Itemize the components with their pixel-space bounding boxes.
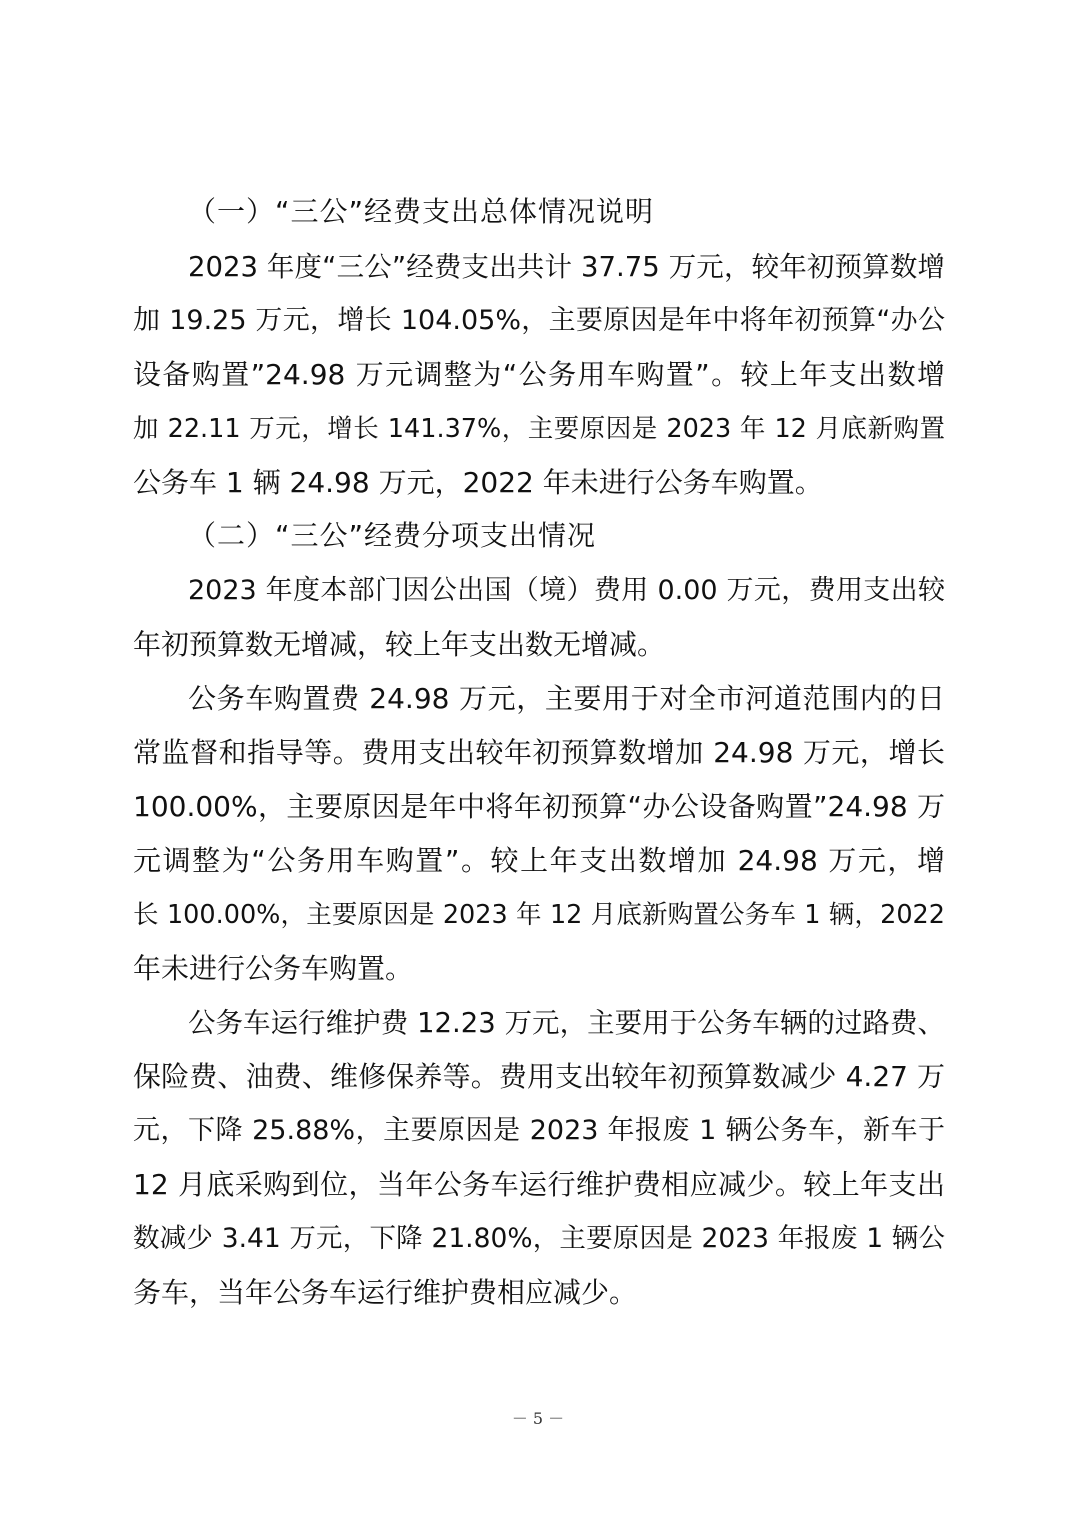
section-2-para-3-line-2: 保险费、油费、维修保养等。费用支出较年初预算数减少 4.27 万 [133,1060,945,1093]
section-2-para-2-line-6: 年未进行公务车购置。 [133,952,414,985]
page-number: － 5 － [511,1409,565,1428]
section-2-para-2-line-5: 长 100.00%，主要原因是 2023 年 12 月底新购置公务车 1 辆，2022 [133,900,945,930]
section-1-line-2: 加 19.25 万元，增长 104.05%，主要原因是年中将年初预算“办公 [133,305,945,336]
section-2-para-3-line-5: 数减少 3.41 万元，下降 21.80%，主要原因是 2023 年报废 1 辆公 [133,1223,945,1254]
section-2-para-2-line-1: 公务车购置费 24.98 万元，主要用于对全市河道范围内的日 [188,682,945,715]
section-2-para-3-line-1: 公务车运行维护费 12.23 万元，主要用于公务车辆的过路费、 [188,1007,945,1039]
section-2-para-2-line-3: 100.00%，主要原因是年中将年初预算“办公设备购置”24.98 万 [133,790,945,823]
section-2-para-3-line-4: 12 月底采购到位，当年公务车运行维护费相应减少。较上年支出 [133,1168,945,1201]
section-2-heading: （二）“三公”经费分项支出情况 [188,519,597,552]
section-1-line-1: 2023 年度“三公”经费支出共计 37.75 万元，较年初预算数增 [188,251,945,283]
section-2-para-3-line-6: 务车，当年公务车运行维护费相应减少。 [133,1276,638,1309]
section-1-line-5: 公务车 1 辆 24.98 万元，2022 年未进行公务车购置。 [133,466,823,499]
section-1-line-3: 设备购置”24.98 万元调整为“公务用车购置”。较上年支出数增 [133,358,945,391]
section-2-para-1-line-1: 2023 年度本部门因公出国（境）费用 0.00 万元，费用支出较 [188,575,945,606]
section-2-para-3-line-3: 元，下降 25.88%，主要原因是 2023 年报废 1 辆公务车，新车于 [133,1115,945,1146]
section-2-para-2-line-4: 元调整为“公务用车购置”。较上年支出数增加 24.98 万元，增 [133,844,945,877]
section-1-line-4: 加 22.11 万元，增长 141.37%，主要原因是 2023 年 12 月底新购置 [133,414,945,444]
section-2-para-1-line-2: 年初预算数无增减，较上年支出数无增减。 [133,628,666,661]
section-1-heading: （一）“三公”经费支出总体情况说明 [188,195,655,228]
section-2-para-2-line-2: 常监督和指导等。费用支出较年初预算数增加 24.98 万元，增长 [133,736,945,769]
